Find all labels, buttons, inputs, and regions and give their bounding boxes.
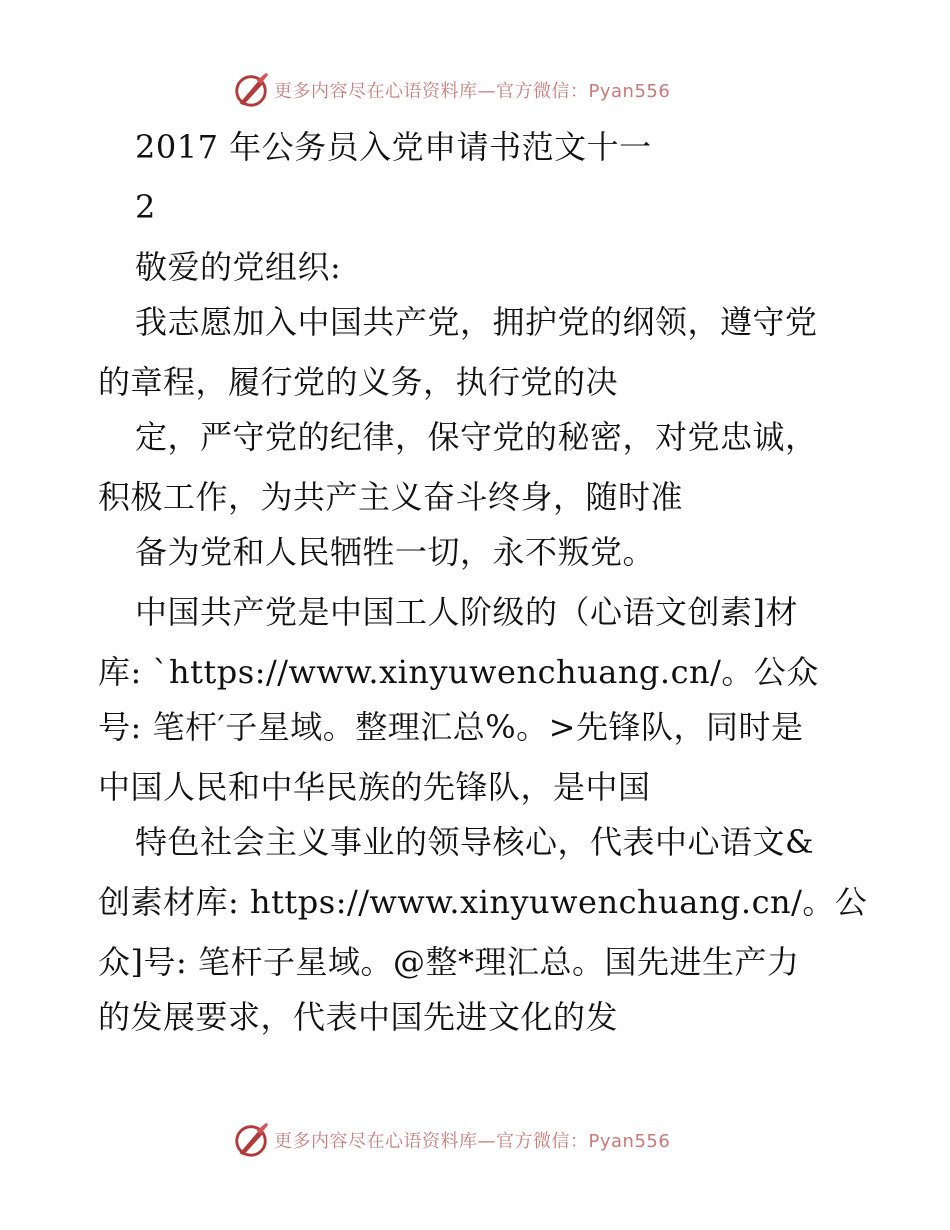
paragraph-line: 号: 笔杆′子星域。整理汇总%。>先锋队，同时是 [98,708,804,746]
paragraph-line: 特色社会主义事业的领导核心，代表中心语文& [135,823,814,861]
paragraph-line: 我志愿加入中国共产党，拥护党的纲领，遵守党 [135,303,818,341]
paragraph-line: 积极工作，为共产主义奋斗终身，随时准 [98,478,684,516]
salutation: 敬爱的党组织: [135,248,342,286]
paragraph-line: 中国共产党是中国工人阶级的（心语文创素]材 [135,593,798,631]
footer-watermark-banner [232,1120,670,1160]
header-watermark-banner [232,70,670,110]
paragraph-line: 的发展要求，代表中国先进文化的发 [98,998,619,1036]
paragraph-line: 创素材库: https://www.xinyuwenchuang.cn/。公 [98,883,868,921]
paragraph-line: 众]号: 笔杆子星域。@整*理汇总。国先进生产力 [98,943,800,981]
paragraph-line: 定，严守党的纪律，保守党的秘密，对党忠诚， [135,418,818,456]
document-title: 2017 年公务员入党申请书范文十一 [135,128,652,166]
paragraph-line: 中国人民和中华民族的先锋队，是中国 [98,768,651,806]
paragraph-line: 的章程，履行党的义务，执行党的决 [98,363,619,401]
watermark-text: 更多内容尽在心语资料库—官方微信：Pyan556 [274,81,671,102]
watermark-text: 更多内容尽在心语资料库—官方微信：Pyan556 [274,1131,671,1152]
quill-logo-icon [232,1121,270,1159]
paragraph-line: 库: `https://www.xinyuwenchuang.cn/。公众 [98,653,819,691]
quill-logo-icon [232,71,270,109]
document-title-continued: 2 [135,188,156,226]
paragraph-line: 备为党和人民牺牲一切，永不叛党。 [135,533,656,571]
